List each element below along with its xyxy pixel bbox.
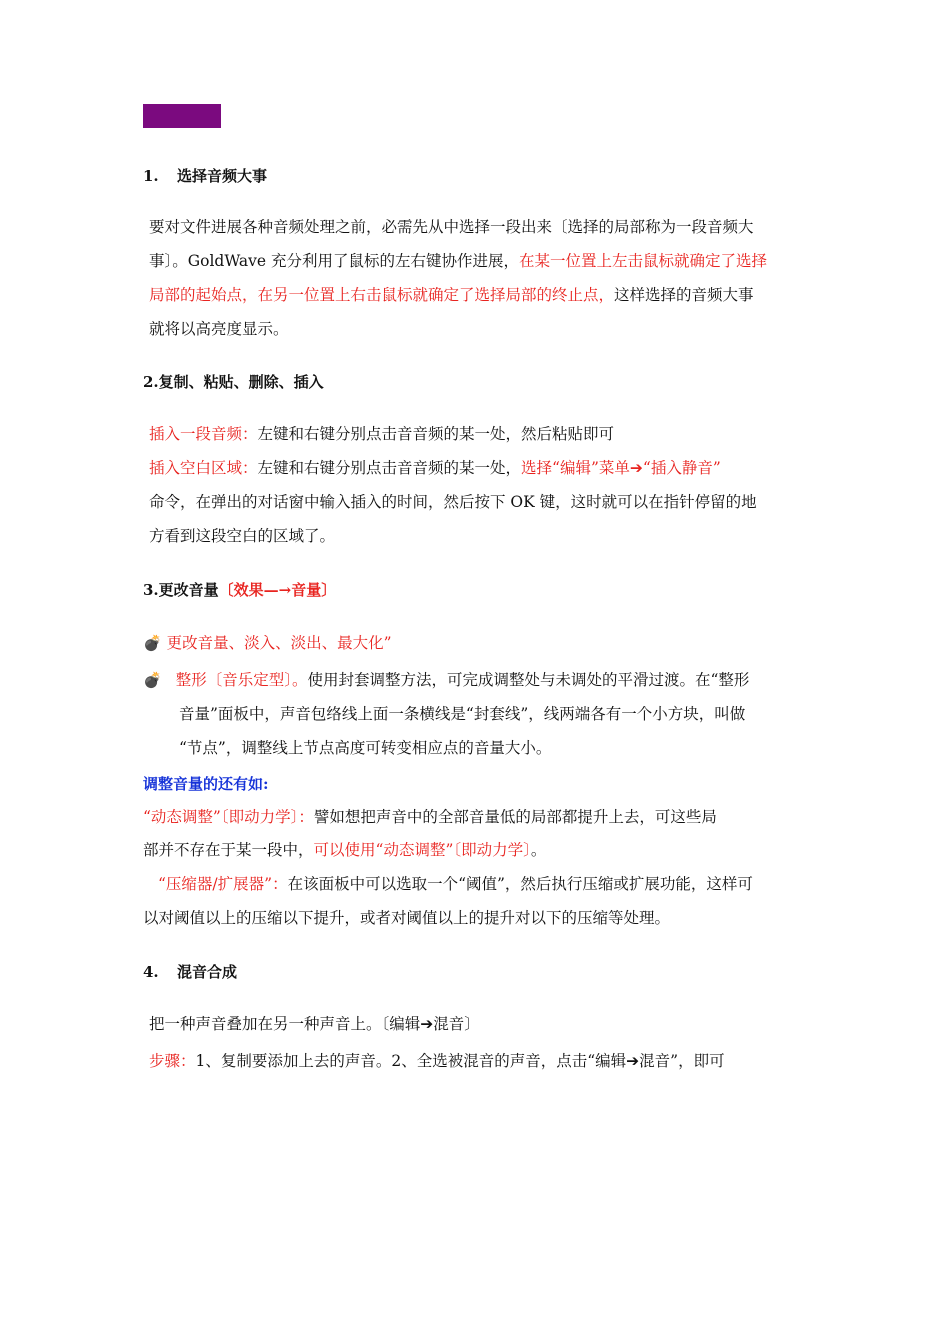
s3-bullet-1: 💣 更改音量、淡入、淡出、最大化” <box>143 634 392 652</box>
section-2-heading: 2.复制、粘贴、删除、插入 <box>143 373 324 391</box>
color-swatch <box>143 104 221 128</box>
s3-bullet-2: 💣 整形〔音乐定型〕。使用封套调整方法，可完成调整处与未调处的平滑过渡。在“整形 <box>143 671 750 689</box>
section-3-heading: 3.更改音量〔效果—→音量〕 <box>143 581 337 599</box>
s2-line-3: 命令，在弹出的对话窗中输入插入的时间，然后按下 OK 键，这时就可以在指针停留的地 <box>149 493 757 511</box>
bomb-bullet-icon: 💣 <box>143 671 162 689</box>
s3-bullet-2-line-2: 音量”面板中，声音包络线上面一条横线是“封套线”，线两端各有一个小方块，叫做 <box>179 705 746 723</box>
s3-compressor-line-2: 以对阈值以上的压缩以下提升，或者对阈值以上的提升对以下的压缩等处理。 <box>143 909 671 927</box>
s3-also-heading: 调整音量的还有如: <box>143 775 269 793</box>
s3-compressor-line-1: “压缩器/扩展器”：在该面板中可以选取一个“阈值”，然后执行压缩或扩展功能，这样可 <box>158 875 753 893</box>
arrow-icon: ➔ <box>420 1015 434 1033</box>
s3-dynamic-line-1: “动态调整”〔即动力学〕：譬如想把声音中的全部音量低的局部都提升上去，可这些局 <box>143 808 717 826</box>
arrow-icon: ➔ <box>626 1052 640 1070</box>
s3-dynamic-line-2: 部并不存在于某一段中，可以使用“动态调整”〔即动力学〕。 <box>143 841 547 859</box>
s4-line-1: 把一种声音叠加在另一种声音上。〔编辑➔混音〕 <box>149 1015 480 1033</box>
s4-steps-line: 步骤：1、复制要添加上去的声音。2、全选被混音的声音，点击“编辑➔混音”，即可 <box>149 1052 725 1070</box>
s1-line-4: 就将以高亮度显示。 <box>149 320 289 338</box>
s2-line-4: 方看到这段空白的区域了。 <box>149 527 336 545</box>
section-4-heading: 4. 混音合成 <box>143 963 238 981</box>
arrow-icon: ➔ <box>629 459 643 477</box>
bomb-bullet-icon: 💣 <box>143 634 162 652</box>
s2-item-insert-audio: 插入一段音频：左键和右键分别点击音音频的某一处，然后粘贴即可 <box>149 425 615 443</box>
s1-line-1: 要对文件进展各种音频处理之前，必需先从中选择一段出来〔选择的局部称为一段音频大 <box>149 218 754 236</box>
s3-bullet-2-line-3: “节点”，调整线上节点高度可转变相应点的音量大小。 <box>179 739 552 757</box>
s1-line-2: 事〕。GoldWave 充分利用了鼠标的左右键协作进展，在某一位置上左击鼠标就确定了选择 <box>149 252 768 270</box>
section-1-heading: 1. 选择音频大事 <box>143 167 268 185</box>
s1-line-3: 局部的起始点，在另一位置上右击鼠标就确定了选择局部的终止点，这样选择的音频大事 <box>149 286 754 304</box>
s2-item-insert-blank: 插入空白区域：左键和右键分别点击音音频的某一处，选择“编辑”菜单➔“插入静音” <box>149 459 721 477</box>
